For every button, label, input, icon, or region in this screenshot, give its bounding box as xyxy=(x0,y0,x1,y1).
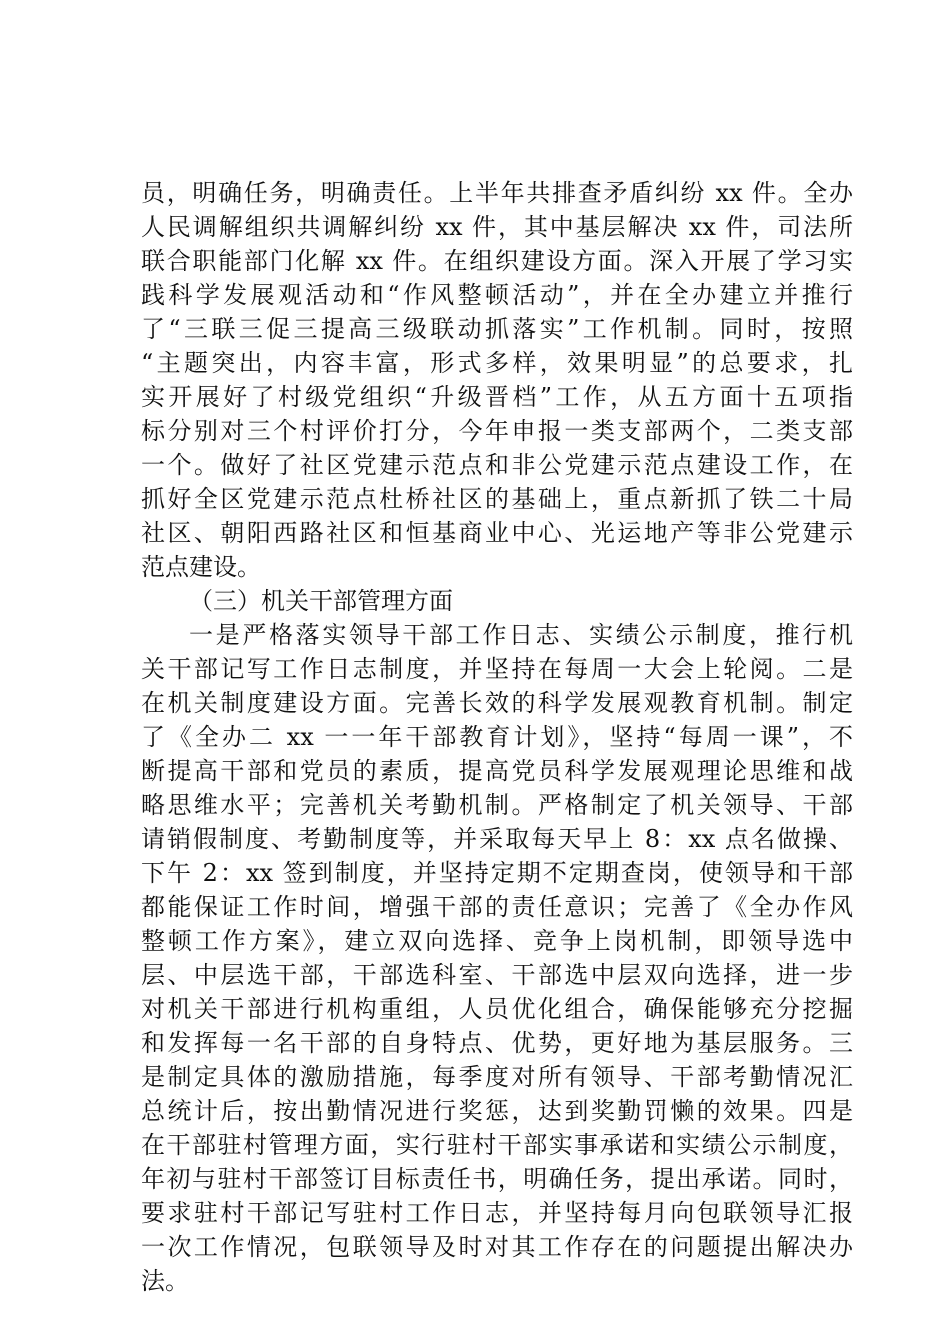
text-line: 一个。做好了社区党建示范点和非公党建示范点建设工作，在 xyxy=(141,451,853,479)
text-line: 一是严格落实领导干部工作日志、实绩公示制度，推行机 xyxy=(189,621,853,649)
text-line: 是制定具体的激励措施，每季度对所有领导、干部考勤情况汇 xyxy=(141,1063,853,1091)
text-line: 断提高干部和党员的素质，提高党员科学发展观理论思维和战 xyxy=(141,757,853,785)
text-line: 社区、朝阳西路社区和恒基商业中心、光运地产等非公党建示 xyxy=(141,519,853,547)
text-line: 和发挥每一名干部的自身特点、优势，更好地为基层服务。三 xyxy=(141,1029,853,1057)
text-line: 在干部驻村管理方面，实行驻村干部实事承诺和实绩公示制度， xyxy=(141,1131,853,1159)
text-line: 人民调解组织共调解纠纷 xx 件，其中基层解决 xx 件，司法所 xyxy=(141,213,853,241)
section-heading: （三）机关干部管理方面 xyxy=(189,587,453,615)
text-line: 请销假制度、考勤制度等，并采取每天早上 8：xx 点名做操、 xyxy=(141,825,853,853)
text-line: 整顿工作方案》，建立双向选择、竞争上岗机制，即领导选中 xyxy=(141,927,853,955)
text-line: 标分别对三个村评价打分，今年申报一类支部两个，二类支部 xyxy=(141,417,853,445)
text-line: 对机关干部进行机构重组，人员优化组合，确保能够充分挖掘 xyxy=(141,995,853,1023)
text-line: 践科学发展观活动和“作风整顿活动”，并在全办建立并推行 xyxy=(141,281,853,309)
text-line: 实开展好了村级党组织“升级晋档”工作，从五方面十五项指 xyxy=(141,383,853,411)
text-line: 关干部记写工作日志制度，并坚持在每周一大会上轮阅。二是 xyxy=(141,655,853,683)
text-line: 了《全办二 xx 一一年干部教育计划》，坚持“每周一课”，不 xyxy=(141,723,853,751)
text-line: 法。 xyxy=(141,1267,189,1295)
text-line: 层、中层选干部，干部选科室、干部选中层双向选择，进一步 xyxy=(141,961,853,989)
text-line: 都能保证工作时间，增强干部的责任意识；完善了《全办作风 xyxy=(141,893,853,921)
text-line: 年初与驻村干部签订目标责任书，明确任务，提出承诺。同时， xyxy=(141,1165,853,1193)
text-line: 总统计后，按出勤情况进行奖惩，达到奖勤罚懒的效果。四是 xyxy=(141,1097,853,1125)
text-line: 要求驻村干部记写驻村工作日志，并坚持每月向包联领导汇报 xyxy=(141,1199,853,1227)
text-line: 抓好全区党建示范点杜桥社区的基础上，重点新抓了铁二十局 xyxy=(141,485,853,513)
text-line: 略思维水平；完善机关考勤机制。严格制定了机关领导、干部 xyxy=(141,791,853,819)
text-line: “主题突出，内容丰富，形式多样，效果明显”的总要求，扎 xyxy=(141,349,853,377)
text-line: 一次工作情况，包联领导及时对其工作存在的问题提出解决办 xyxy=(141,1233,853,1261)
text-line: 联合职能部门化解 xx 件。在组织建设方面。深入开展了学习实 xyxy=(141,247,853,275)
text-line: 在机关制度建设方面。完善长效的科学发展观教育机制。制定 xyxy=(141,689,853,717)
text-line: 员，明确任务，明确责任。上半年共排查矛盾纠纷 xx 件。全办 xyxy=(141,179,853,207)
text-line: 了“三联三促三提高三级联动抓落实”工作机制。同时，按照 xyxy=(141,315,853,343)
text-line: 范点建设。 xyxy=(141,553,261,581)
text-line: 下午 2：xx 签到制度，并坚持定期不定期查岗，使领导和干部 xyxy=(141,859,853,887)
